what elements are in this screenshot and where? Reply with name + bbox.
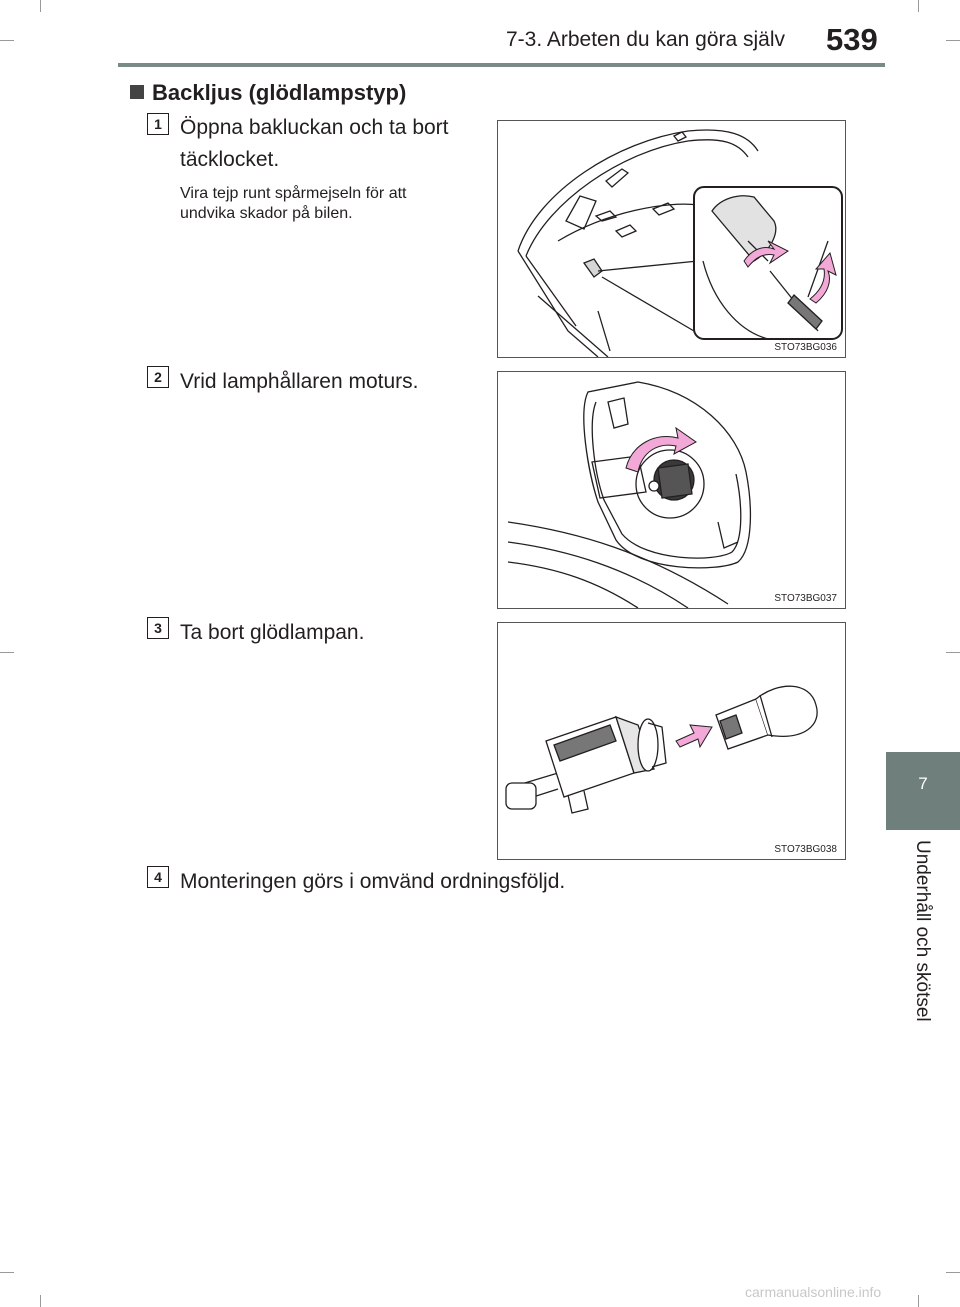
- trunk-lid-illustration: [498, 121, 845, 357]
- bulb-holder-illustration: [498, 372, 845, 608]
- square-bullet-icon: [130, 85, 144, 99]
- step-number-2: 2: [147, 366, 169, 388]
- crop-mark: [946, 40, 960, 41]
- step-1-note: [180, 184, 406, 224]
- header-divider: [118, 63, 885, 67]
- step-2-text: Vrid lamphållaren moturs.: [180, 370, 419, 393]
- section-title: 7-3. Arbeten du kan göra själv: [506, 28, 786, 51]
- chapter-tab: [886, 752, 960, 830]
- figure-remove-bulb: [497, 622, 846, 860]
- crop-mark: [0, 652, 14, 653]
- step-number-1: 1: [147, 113, 169, 135]
- step-number-4: 4: [147, 866, 169, 888]
- crop-mark: [0, 1272, 14, 1273]
- step-3-text: Ta bort glödlampan.: [180, 621, 365, 644]
- page-number: 539: [826, 22, 878, 57]
- heading-text: Backljus (glödlampstyp): [152, 80, 407, 105]
- step-1-line1: Öppna bakluckan och ta bort: [180, 116, 449, 139]
- figure-label: STO73BG037: [774, 593, 837, 604]
- figure-label: STO73BG038: [774, 844, 837, 855]
- step-1-note-line1: Vira tejp runt spårmejseln för att: [180, 185, 407, 202]
- section-heading: [130, 80, 406, 106]
- step-number-3: 3: [147, 617, 169, 639]
- footer-watermark: carmanualsonline.info: [745, 1284, 882, 1300]
- step-4-text: Monteringen görs i omvänd ordningsföljd.: [180, 870, 566, 893]
- chapter-number: 7: [918, 774, 928, 793]
- step-1-note-line2: undvika skador på bilen.: [180, 205, 353, 222]
- crop-mark: [946, 1272, 960, 1273]
- figure-label: STO73BG036: [774, 342, 837, 353]
- crop-mark: [40, 0, 41, 12]
- crop-mark: [40, 1295, 41, 1307]
- crop-mark: [0, 40, 14, 41]
- step-1-line2: täcklocket.: [180, 148, 280, 171]
- crop-mark: [946, 652, 960, 653]
- chapter-title: Underhåll och skötsel: [912, 840, 933, 1022]
- figure-trunk-cover: [497, 120, 846, 358]
- figure-bulb-holder: [497, 371, 846, 609]
- crop-mark: [918, 1295, 919, 1307]
- crop-mark: [918, 0, 919, 12]
- step-1-text: [180, 112, 449, 176]
- bulb-removal-illustration: [498, 623, 845, 859]
